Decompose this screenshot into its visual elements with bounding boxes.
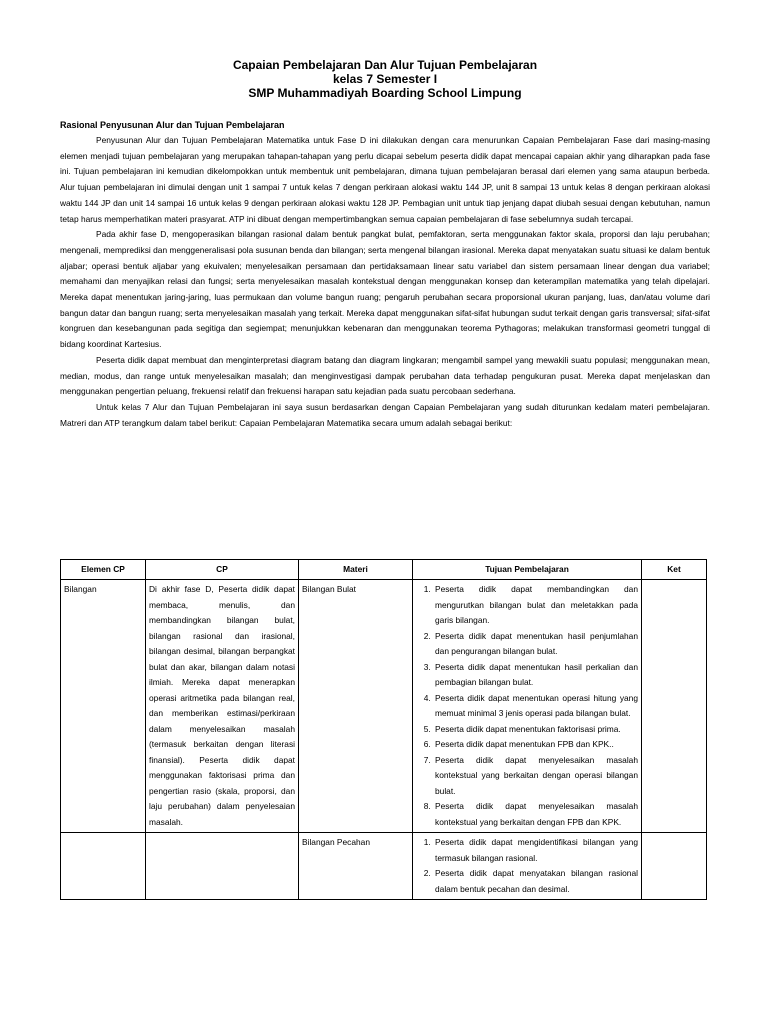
atp-table	[60, 559, 707, 900]
ket-cell	[642, 580, 707, 833]
list-item: 7. Peserta didik dapat menyelesaikan masalah kontekstual yang berkaitan dengan operasi bilangan bulat.	[433, 753, 638, 800]
elemen-cell: Bilangan	[61, 580, 146, 833]
cp-cell	[146, 833, 299, 900]
tujuan-list	[416, 835, 638, 897]
list-item: 2. Peserta didik dapat menyatakan bilangan rasional dalam bentuk pecahan dan desimal.	[433, 866, 638, 897]
tujuan-cell	[413, 833, 642, 900]
title-line-2: kelas 7 Semester I	[332, 72, 438, 86]
rasional-paragraph-4: Untuk kelas 7 Alur dan Tujuan Pembelajaran ini saya susun berdasarkan dengan Capaian Pembelajaran yang sudah diturunkan kedalam materi pembelajaran. Matreri dan ATP terangkum dalam tabel berikut: Capaian Pembelajaran Matematika secara umum adalah sebagai berikut:	[60, 401, 710, 428]
list-item: 6. Peserta didik dapat menentukan FPB dan KPK..	[433, 737, 638, 753]
header-ket: Ket	[642, 560, 707, 580]
rasional-paragraph-1: Penyusunan Alur dan Tujuan Pembelajaran Matematika untuk Fase D ini dilakukan dengan cara menurunkan Capaian Pembelajaran Fase dari masing-masing elemen menjadi tujuan pembelajaran yang merupakan tahapan-tahapan yang perlu dicapai sebelum peserta didik dapat mencapai capaian akhir yang diharapkan pada fase ini. Tujuan pembelajaran ini kemudian dikelompokkan untuk membentuk unit pembelajaran, dimana tujuan pembelajaran berasal dari elemen yang sama ataupun berbeda. Alur tujuan pembelajaran ini dimulai dengan unit 1 sampai 7 untuk kelas 7 dengan perkiraan alokasi waktu 144 JP, unit 8 sampai 13 untuk kelas 8 dengan perkiraan alokasi waktu 144 JP dan unit 14 sampai 16 untuk kelas 9 dengan perkiraan alokasi waktu 128 JP. Pembagian unit untuk tiap jenjang dapat diubah sesuai dengan kebutuhan, namun tetap harus memperhatikan materi prasyarat. ATP ini dibuat dengan mempertimbangkan semua capaian pembelajaran di fase sebelumnya sudah tercapai.	[60, 135, 710, 224]
list-item: 3. Peserta didik dapat menentukan hasil perkalian dan pembagian bilangan bulat.	[433, 660, 638, 691]
list-item: 8. Peserta didik dapat menyelesaikan masalah kontekstual yang berkaitan dengan FPB dan KPK.	[433, 799, 638, 830]
cp-cell: Di akhir fase D, Peserta didik dapat membaca, menulis, dan membandingkan bilangan bulat, bilangan rasional dan irasional, bilangan desimal, bilangan berpangkat bulat dan akar, bilangan dalam notasi ilmiah. Mereka dapat menerapkan operasi aritmetika pada bilangan real, dan memberikan estimasi/perkiraan dalam menyelesaikan masalah (termasuk berkaitan dengan literasi finansial). Peserta didik dapat menggunakan faktorisasi prima dan pengertian rasio (skala, proporsi, dan laju perubahan) dalam penyelesaian masalah.	[146, 580, 299, 833]
tujuan-list	[416, 582, 638, 830]
header-elemen-cp: Elemen CP	[61, 560, 146, 580]
rasional-heading: Rasional Penyusunan Alur dan Tujuan Pembelajaran	[60, 120, 285, 130]
table-row	[61, 833, 707, 900]
rasional-paragraph-2: Pada akhir fase D, mengoperasikan bilangan rasional dalam bentuk pangkat bulat, pemfaktoran, serta menggunakan faktor skala, proporsi dan laju perubahan; mengenali, memprediksi dan menggeneralisasi pola susunan benda dan bilangan; serta mengenal bilangan irasional. Mereka dapat menyatakan suatu situasi ke dalam bentuk aljabar; operasi bentuk aljabar yang ekuivalen; menyelesaikan persamaan dan pertidaksamaan linear satu variabel dan sistem persamaan linear dengan dua variabel; memahami dan menyajikan relasi dan fungsi; serta menyelesaikan masalah kontekstual dengan menggunakan konsep dan keterampilan matematika yang telah dipelajari. Mereka dapat menentukan jaring-jaring, luas permukaan dan volume bangun ruang; pengaruh perubahan secara proporsional ukuran panjang, luas, dan/atau volume dari bangun datar dan bangun ruang; serta menyelesaikan masalah yang terkait. Mereka dapat menggunakan sifat-sifat hubungan sudut terkait dengan garis transversal; sifat-sifat kongruen dan kesebangunan pada segitiga dan segiempat; menunjukkan kebenaran dan menggunakan teorema Pythagoras; melakukan transformasi geometri tunggal di bidang koordinat Kartesius.	[60, 229, 710, 350]
list-item: 5. Peserta didik dapat menentukan faktorisasi prima.	[433, 722, 638, 738]
document-title	[60, 58, 710, 100]
tujuan-cell	[413, 580, 642, 833]
list-item: 4. Peserta didik dapat menentukan operasi hitung yang memuat minimal 3 jenis operasi pada bilangan bulat.	[433, 691, 638, 722]
title-line-1: Capaian Pembelajaran Dan Alur Tujuan Pembelajaran	[232, 58, 538, 72]
list-item: 1. Peserta didik dapat membandingkan dan mengurutkan bilangan bulat dan meletakkan pada garis bilangan.	[433, 582, 638, 629]
table-row	[61, 580, 707, 833]
header-materi: Materi	[299, 560, 413, 580]
title-line-3: SMP Muhammadiyah Boarding School Limpung	[248, 86, 522, 100]
document-page	[60, 58, 710, 431]
list-item: 1. Peserta didik dapat mengidentifikasi bilangan yang termasuk bilangan rasional.	[433, 835, 638, 866]
ket-cell	[642, 833, 707, 900]
header-tujuan-pembelajaran: Tujuan Pembelajaran	[413, 560, 642, 580]
materi-cell: Bilangan Pecahan	[299, 833, 413, 900]
rasional-paragraph-3: Peserta didik dapat membuat dan menginterpretasi diagram batang dan diagram lingkaran; mengambil sampel yang mewakili suatu populasi; menggunakan mean, median, modus, dan range untuk menyelesaikan masalah; dan menginvestigasi dampak perubahan data terhadap pengukuran pusat. Mereka dapat menjelaskan dan menggunakan pengertian peluang, frekuensi relatif dan frekuensi harapan satu kejadian pada suatu percobaan sederhana.	[60, 354, 710, 397]
table-header-row	[61, 560, 707, 580]
elemen-cell	[61, 833, 146, 900]
header-cp: CP	[146, 560, 299, 580]
materi-cell: Bilangan Bulat	[299, 580, 413, 833]
list-item: 2. Peserta didik dapat menentukan hasil penjumlahan dan pengurangan bilangan bulat.	[433, 629, 638, 660]
